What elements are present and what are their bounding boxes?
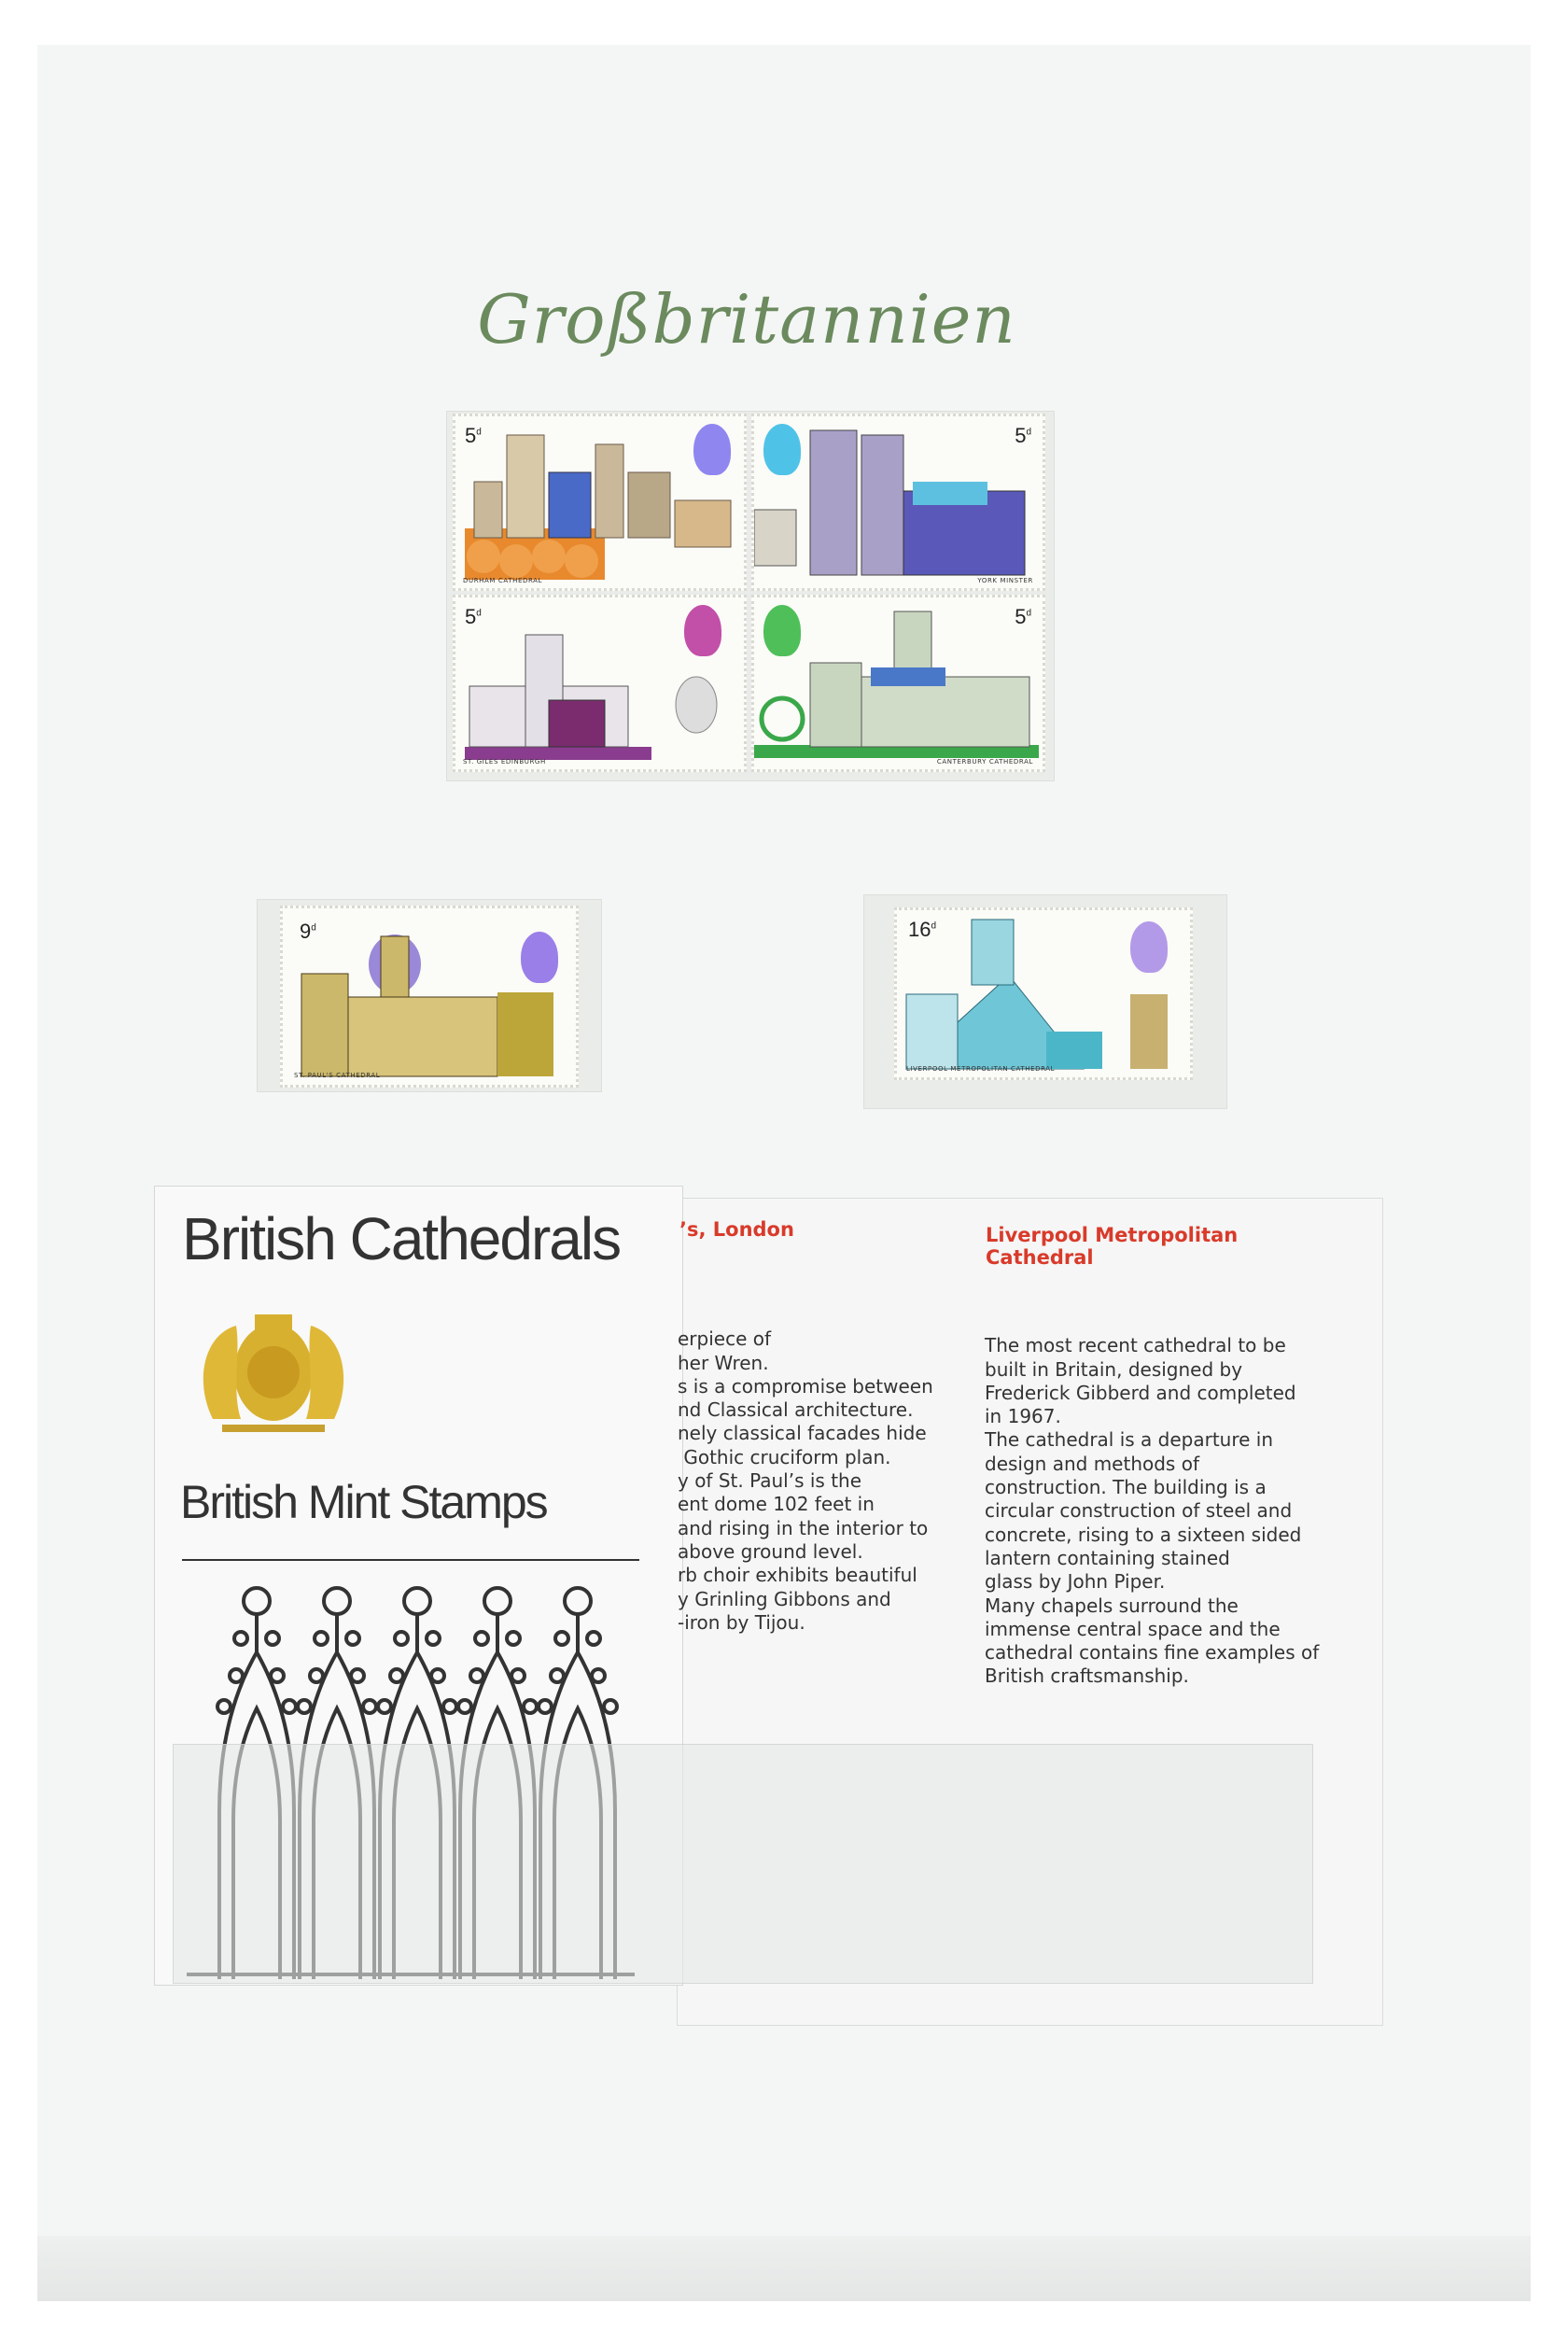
- text-line: cathedral contains fine examples of: [985, 1641, 1320, 1665]
- stamp-canterbury[interactable]: [751, 595, 1045, 772]
- stamp-st-giles[interactable]: [453, 595, 747, 772]
- text-line: Many chapels surround the: [985, 1594, 1239, 1617]
- text-line: nely classical facades hide: [678, 1422, 927, 1445]
- text-line: ent dome 102 feet in: [678, 1493, 875, 1516]
- stamp-value: 5$^d$: [1015, 605, 1031, 628]
- liverpool-text: [985, 1311, 1319, 1712]
- title-line: Liverpool Metropolitan: [986, 1224, 1239, 1246]
- liverpool-section-title: [986, 1224, 1238, 1269]
- protective-sleeve: [173, 1744, 1313, 1984]
- text-line: Gothic cruciform plan.: [678, 1445, 891, 1468]
- stamp-value: 5$^d$: [465, 424, 482, 447]
- stamp-york[interactable]: [751, 414, 1045, 591]
- text-line: lantern containing stained: [985, 1546, 1230, 1569]
- text-line: s is a compromise between: [678, 1374, 933, 1398]
- text-line: circular construction of steel and: [985, 1499, 1293, 1523]
- queen-silhouette-icon: [684, 605, 721, 656]
- page-bottom-edge: [37, 2236, 1531, 2301]
- stamp-value: 5$^d$: [465, 605, 482, 628]
- text-line: British craftsmanship.: [985, 1665, 1189, 1688]
- queen-silhouette-icon: [521, 932, 558, 983]
- text-line: The cathedral is a departure in: [985, 1428, 1274, 1452]
- text-line: concrete, rising to a sixteen sided: [985, 1523, 1302, 1546]
- stamp-value: 9$^d$: [300, 920, 316, 943]
- royal-crest-icon: [185, 1298, 362, 1447]
- text-line: construction. The building is a: [985, 1476, 1267, 1499]
- queen-silhouette-icon: [693, 424, 731, 475]
- st-pauls-section-title: ’s, London: [679, 1218, 794, 1241]
- queen-silhouette-icon: [763, 424, 801, 475]
- text-line: rb choir exhibits beautiful: [678, 1564, 917, 1587]
- queen-silhouette-icon: [1130, 921, 1168, 973]
- pack-subheading: British Mint Stamps: [180, 1476, 547, 1528]
- text-line: built in Britain, designed by: [985, 1357, 1243, 1381]
- text-line: erpiece of: [678, 1328, 772, 1351]
- text-line: and rising in the interior to: [678, 1516, 929, 1539]
- stamp-value: 5$^d$: [1015, 424, 1031, 447]
- pack-heading: British Cathedrals: [182, 1205, 621, 1272]
- stamp-durham[interactable]: [453, 414, 747, 591]
- text-line: nd Classical architecture.: [678, 1398, 914, 1422]
- text-line: in 1967.: [985, 1405, 1061, 1428]
- text-line: design and methods of: [985, 1452, 1199, 1475]
- stamp-caption: ST. GILES EDINBURGH: [463, 758, 546, 766]
- text-line: -iron by Tijou.: [678, 1610, 805, 1634]
- stamp-caption: YORK MINSTER: [977, 577, 1033, 584]
- stamp-caption: ST. PAUL'S CATHEDRAL: [294, 1072, 381, 1079]
- stamp-caption: DURHAM CATHEDRAL: [463, 577, 543, 584]
- text-line: her Wren.: [678, 1351, 769, 1374]
- divider: [182, 1559, 639, 1561]
- queen-silhouette-icon: [763, 605, 801, 656]
- text-line: y of St. Paul’s is the: [678, 1469, 862, 1493]
- album-title: Großbritannien: [477, 280, 1016, 358]
- text-line: Frederick Gibberd and completed: [985, 1381, 1296, 1404]
- stamp-caption: CANTERBURY CATHEDRAL: [936, 758, 1033, 766]
- stamp-caption: LIVERPOOL METROPOLITAN CATHEDRAL: [906, 1065, 1056, 1073]
- text-line: above ground level.: [678, 1539, 863, 1563]
- title-line: Cathedral: [986, 1246, 1094, 1269]
- stamp-st-pauls[interactable]: [280, 906, 579, 1088]
- st-pauls-text: [678, 1304, 933, 1658]
- text-line: glass by John Piper.: [985, 1570, 1166, 1594]
- text-line: The most recent cathedral to be: [985, 1334, 1286, 1357]
- text-line: immense central space and the: [985, 1617, 1281, 1640]
- stamp-value: 16$^d$: [908, 918, 937, 941]
- text-line: y Grinling Gibbons and: [678, 1587, 891, 1610]
- stamp-liverpool[interactable]: [894, 907, 1193, 1080]
